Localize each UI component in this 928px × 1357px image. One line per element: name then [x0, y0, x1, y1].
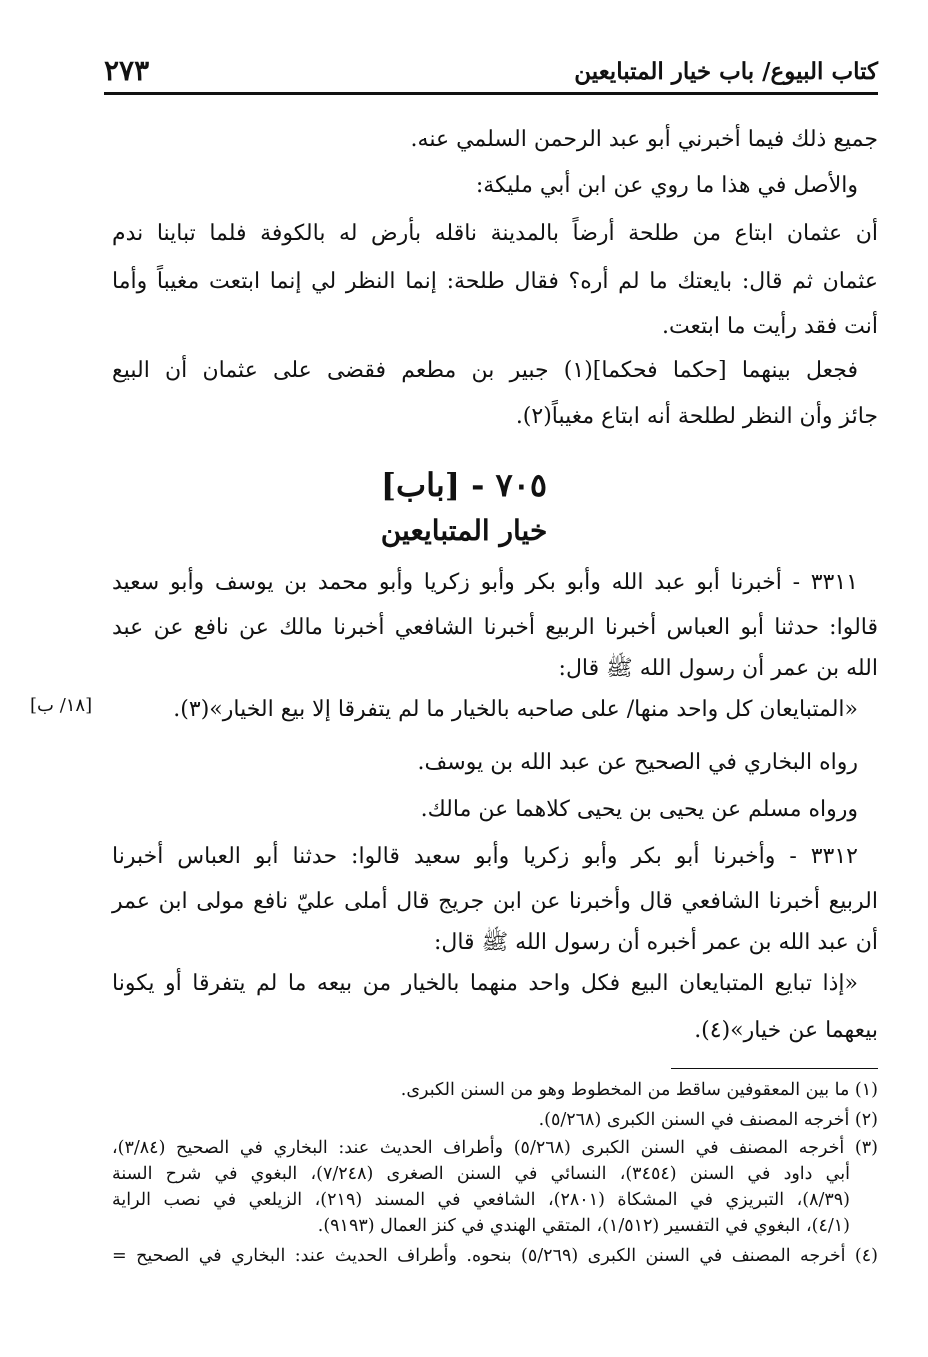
footnote-line: (٤) أخرجه المصنف في السنن الكبرى (٥/٢٦٩) بنحوه. وأطراف الحديث عند: البخاري في الصحيح = — [112, 1246, 878, 1266]
hadith-line: الربيع أخبرنا الشافعي قال وأخبرنا عن ابن جريج قال أملى عليّ نافع مولى ابن عمر — [112, 889, 878, 914]
body-line: عثمان ثم قال: بايعتك ما لم أره؟ فقال طلحة: إنما النظر لي إنما ابتعت مغيباً وأما — [112, 269, 878, 294]
footnote-line: (٤/١)، البغوي في التفسير (١/٥١٢)، المتقي الهندي في كنز العمال (٩١٩٣). — [317, 1216, 850, 1236]
body-line: جميع ذلك فيما أخبرني أبو عبد الرحمن السلمي عنه. — [410, 127, 878, 152]
footnote-rule — [671, 1068, 878, 1069]
hadith-line: الله بن عمر أن رسول الله ﷺ قال: — [558, 656, 878, 681]
section-number: ٧٠٥ - [باب] — [380, 466, 548, 504]
hadith-line: رواه البخاري في الصحيح عن عبد الله بن يوسف. — [417, 750, 858, 775]
hadith-line: بيعهما عن خيار»(٤). — [694, 1018, 878, 1043]
footnote-line: (٢) أخرجه المصنف في السنن الكبرى (٥/٢٦٨). — [538, 1110, 878, 1130]
hadith-line: «المتبايعان كل واحد منها/ على صاحبه بالخيار ما لم يتفرقا إلا بيع الخيار»(٣). — [173, 697, 858, 722]
body-line: أنت فقد رأيت ما ابتعت. — [661, 314, 878, 339]
body-line: والأصل في هذا ما روي عن ابن أبي مليكة: — [475, 173, 858, 198]
running-title: كتاب البيوع/ باب خيار المتبايعين — [574, 58, 878, 85]
hadith-line: أن عبد الله بن عمر أخبره أن رسول الله ﷺ قال: — [433, 930, 878, 955]
body-line: فجعل بينهما [حكما فحكما](١) جبير بن مطعم فقضى على عثمان أن البيع — [112, 358, 858, 383]
footnote-line: أبي داود في السنن (٣٤٥٤)، النسائي في السنن الصغرى (٧/٢٤٨)، البغوي في شرح السنة — [112, 1164, 850, 1184]
header-rule — [104, 92, 878, 95]
manuscript-folio-note: [١٨/ ب] — [30, 695, 93, 716]
section-title: خيار المتبايعين — [380, 514, 548, 547]
body-line: أن عثمان ابتاع من طلحة أرضاً بالمدينة ناقله بأرض له بالكوفة فلما تباينا ندم — [112, 221, 878, 246]
hadith-line: «إذا تبايع المتبايعان البيع فكل واحد منهما بالخيار من بيعه ما لم يتفرقا أو يكونا — [112, 971, 858, 996]
page-header — [104, 52, 878, 88]
footnote-line: (٨/٣٩)، التبريزي في المشكاة (٢٨٠١)، الشافعي في المسند (٢١٩)، الزيلعي في نصب الراية — [112, 1190, 850, 1210]
hadith-line: ورواه مسلم عن يحيى بن يحيى كلاهما عن مالك. — [420, 797, 858, 822]
footnote-line: (١) ما بين المعقوفين ساقط من المخطوط وهو من السنن الكبرى. — [400, 1080, 878, 1100]
page-number: ٢٧٣ — [104, 54, 150, 87]
body-line: جائز وأن النظر لطلحة أنه ابتاع مغيباً(٢). — [515, 404, 878, 429]
footnote-line: (٣) أخرجه المصنف في السنن الكبرى (٥/٢٦٨) وأطراف الحديث عند: البخاري في الصحيح (٣/٨٤)، — [112, 1138, 878, 1158]
hadith-line: قالوا: حدثنا أبو العباس أخبرنا الربيع أخبرنا الشافعي أخبرنا مالك عن نافع عن عبد — [112, 615, 878, 640]
hadith-line: ٣٣١١ - أخبرنا أبو عبد الله وأبو بكر وأبو زكريا وأبو محمد بن يوسف وأبو سعيد — [112, 570, 858, 595]
hadith-line: ٣٣١٢ - وأخبرنا أبو بكر وأبو زكريا وأبو سعيد قالوا: حدثنا أبو العباس أخبرنا — [112, 844, 858, 869]
